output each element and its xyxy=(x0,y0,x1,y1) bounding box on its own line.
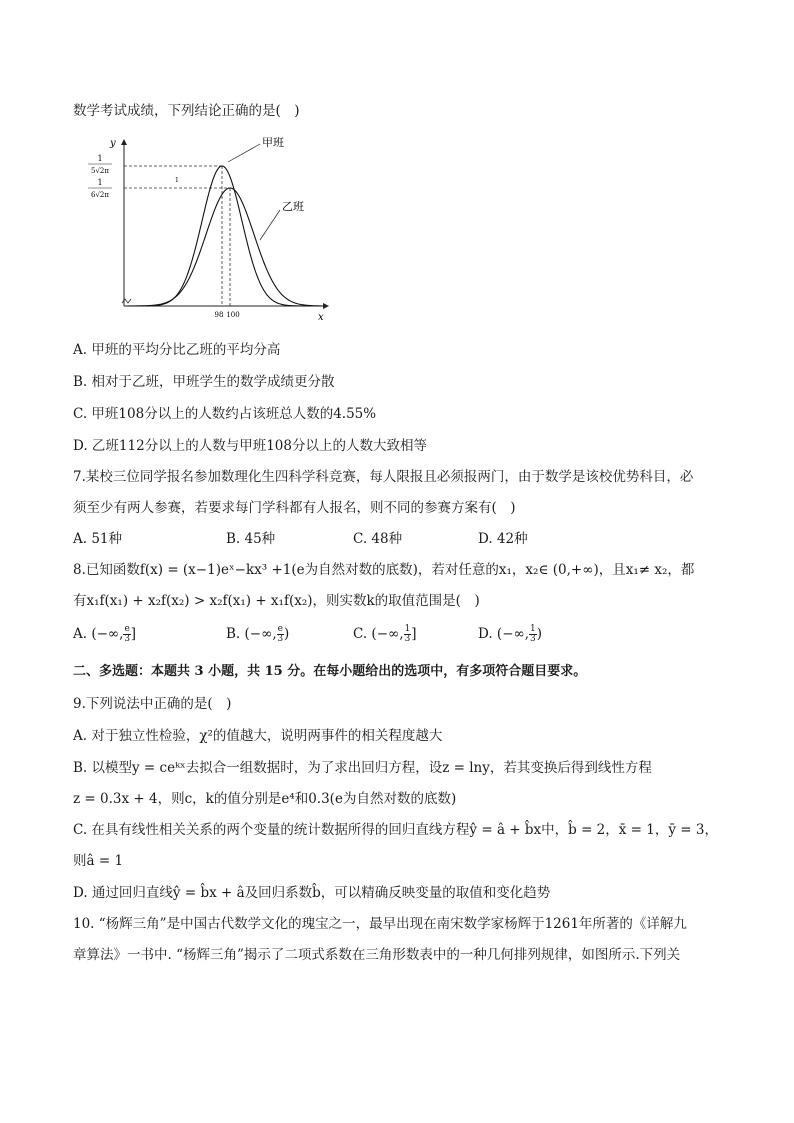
axis-break-mark xyxy=(122,299,131,303)
curve-a-label: 甲班 xyxy=(262,136,284,149)
q6-option-d: D. 乙班112分以上的人数与甲班108分以上的人数大致相等 xyxy=(73,438,427,454)
q8-stem-line1: 8.已知函数f(x) = (x−1)eˣ−kx³ +1(e为自然对数的底数)，若对任意的x₁，x₂∈ (0,+∞)，且x₁≠ x₂，都 xyxy=(73,562,695,578)
q8-option-a: A. (−∞, $\frac{e}{3}$ ] xyxy=(73,624,137,644)
q9-option-d: D. 通过回归直线ŷ = b̂x + â及回归系数b̂，可以精确反映变量的取值和变化趋势 xyxy=(73,885,551,901)
q6-stem-tail: 数学考试成绩，下列结论正确的是( ) xyxy=(73,103,300,119)
q6-option-c: C. 甲班108分以上的人数约占该班总人数的4.55% xyxy=(73,406,377,422)
q9-option-c-line1: C. 在具有线性相关关系的两个变量的统计数据所得的回归直线方程ŷ = â + b̂x中，b̂ = 2，x̄ = 1，ȳ = 3， xyxy=(73,822,718,838)
q8-option-d: D. (−∞, $\frac{1}{3}$ ) xyxy=(478,624,543,644)
q9-option-a: A. 对于独立性检验，χ²的值越大，说明两事件的相关程度越大 xyxy=(73,728,443,744)
q6-option-a: A. 甲班的平均分比乙班的平均分高 xyxy=(73,342,281,358)
q9-option-b-line1: B. 以模型y = ceᵏˣ去拟合一组数据时，为了求出回归方程，设z = lny，若其变换后得到线性方程 xyxy=(73,760,652,776)
q10-stem-line2: 章算法》一书中. “杨辉三角”揭示了二项式系数在三角形数表中的一种几何排列规律，如图所示.下列关 xyxy=(73,947,681,963)
q7-stem-line2: 须至少有两人参赛，若要求每门学科都有人报名，则不同的参赛方案有( ) xyxy=(73,500,516,516)
q7-option-b: B. 45种 xyxy=(226,531,276,547)
q6-option-b: B. 相对于乙班，甲班学生的数学成绩更分散 xyxy=(73,374,335,390)
q7-option-c: C. 48种 xyxy=(353,531,403,547)
q7-stem-line1: 7.某校三位同学报名参加数理化生四科学科竞赛，每人限报且必须报两门，由于数学是该校优势科目，必 xyxy=(73,469,694,485)
q9-stem: 9.下列说法中正确的是( ) xyxy=(73,696,232,712)
peak-a-tick-den: 5√2π xyxy=(91,167,109,175)
normal-curves-figure xyxy=(82,130,342,330)
curve-b-label: 乙班 xyxy=(282,200,304,213)
q10-stem-line1: 10. “杨辉三角”是中国古代数学文化的瑰宝之一，最早出现在南宋数学家杨辉于1261年所著的《详解九 xyxy=(73,916,687,932)
q9-option-c-line2: 则â = 1 xyxy=(73,853,124,869)
peak-a-tick-num: 1 xyxy=(97,154,103,163)
peak-b-tick-den: 6√2π xyxy=(91,191,109,199)
q7-option-a: A. 51种 xyxy=(73,531,123,547)
label-b-leader xyxy=(260,210,280,240)
q8-option-c: C. (−∞, $\frac{1}{3}$ ] xyxy=(353,624,417,644)
curve-class-a xyxy=(126,166,322,306)
x-tick-100: 100 xyxy=(226,311,240,319)
x-tick-98: 98 xyxy=(214,311,224,319)
q9-option-b-line2: z = 0.3x + 4，则c，k的值分别是e⁴和0.3(e为自然对数的底数) xyxy=(73,791,457,807)
q8-option-b: B. (−∞, $\frac{e}{3}$ ) xyxy=(226,624,290,644)
y-axis-label: y xyxy=(110,138,116,149)
x-axis-label: x xyxy=(318,312,324,323)
label-a-leader xyxy=(228,144,260,162)
q8-stem-line2: 有x₁f(x₁) + x₂f(x₂) > x₂f(x₁) + x₁f(x₂)，则实数k的取值范围是( ) xyxy=(73,593,480,609)
svg-text:1: 1 xyxy=(175,177,179,184)
section2-heading: 二、多选题：本题共 3 小题，共 15 分。在每小题给出的选项中，有多项符合题目要求。 xyxy=(73,664,587,679)
q7-option-d: D. 42种 xyxy=(478,531,528,547)
peak-b-tick-num: 1 xyxy=(97,178,103,187)
